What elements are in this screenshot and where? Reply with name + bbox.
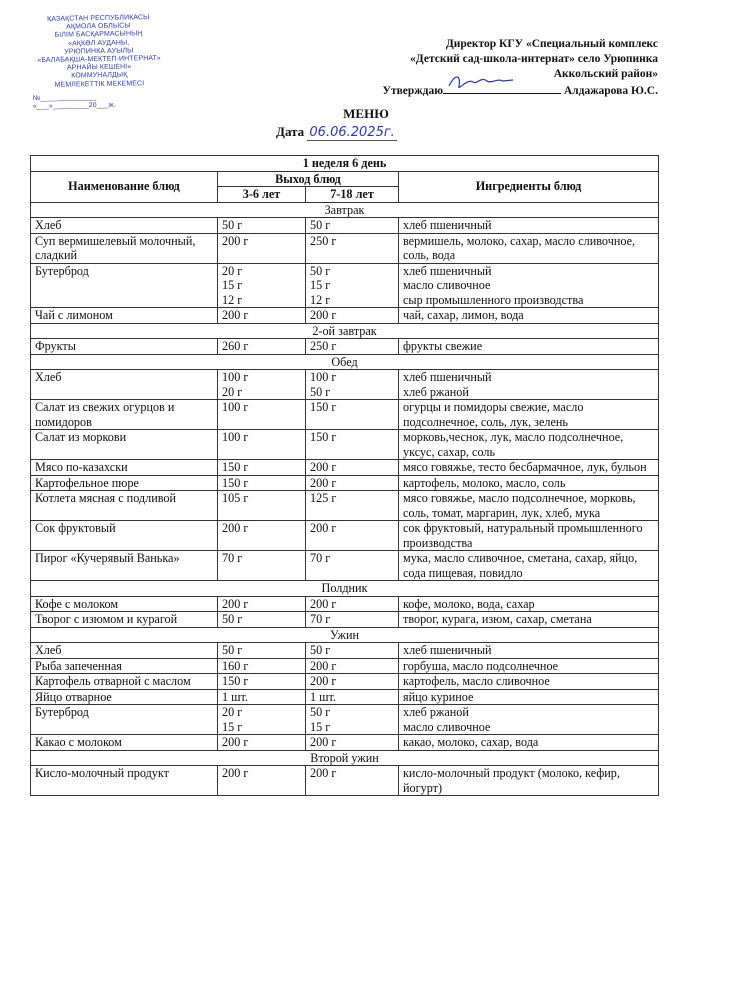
- ingredients-line: сок фруктовый, натуральный промышленного производства: [403, 521, 643, 550]
- portion-7-18-line: 150 г: [310, 430, 337, 444]
- table-row: [31, 491, 659, 521]
- stamp-line: «АҚКӨЛ АУДАНЫ,: [68, 39, 130, 48]
- table-row: [31, 612, 659, 628]
- stamp-line: «БАЛАБАҚША-МЕКТЕП-ИНТЕРНАТ»: [37, 54, 161, 65]
- portion-3-6-line: 200 г: [222, 233, 249, 248]
- dish-name: Сок фруктовый: [31, 521, 218, 551]
- portion-7-18: [306, 658, 399, 674]
- portion-7-18: [306, 643, 399, 659]
- portion-3-6-line: 100 г: [222, 430, 249, 444]
- dish-name: Кофе с молоком: [31, 596, 218, 612]
- stamp-line: МЕМЛЕКЕТТІК МЕКЕМЕСІ: [54, 79, 145, 89]
- approval-line-2: «Детский сад-школа-интернат» село Урюпинка: [410, 53, 658, 65]
- portion-3-6: [218, 705, 306, 735]
- portion-3-6: [218, 218, 306, 234]
- menu-table: [30, 155, 659, 796]
- dish-name: Мясо по-казахски: [31, 460, 218, 476]
- table-row: [31, 643, 659, 659]
- table-row: [31, 233, 659, 263]
- portion-7-18-line: 70 г: [310, 612, 331, 626]
- portion-7-18-line: 50 г: [310, 263, 331, 278]
- portion-3-6-line: 200 г: [222, 766, 249, 780]
- ingredients-line: огурцы и помидоры свежие, масло подсолнечное, соль, лук, зелень: [403, 400, 584, 429]
- ingredients-line: сыр промышленного производства: [403, 292, 584, 307]
- ingredients-line: кисло-молочный продукт (молоко, кефир, йогурт): [403, 766, 620, 795]
- section-row: [31, 202, 659, 218]
- table-row: [31, 263, 659, 308]
- portion-7-18: [306, 596, 399, 612]
- portion-7-18: [306, 370, 399, 400]
- section-row: [31, 750, 659, 766]
- portion-7-18: [306, 689, 399, 705]
- portion-3-6: [218, 596, 306, 612]
- dish-name: Бутерброд: [31, 705, 218, 735]
- ingredients-line: масло сливочное: [403, 719, 491, 734]
- table-row: [31, 596, 659, 612]
- ingredients-line: хлеб пшеничный: [403, 218, 492, 232]
- ingredients: [399, 308, 659, 324]
- portion-7-18: [306, 491, 399, 521]
- portion-7-18: [306, 766, 399, 796]
- stamp-text: [29, 14, 168, 90]
- table-row: [31, 218, 659, 234]
- dish-name: Фрукты: [31, 339, 218, 355]
- ingredients: [399, 689, 659, 705]
- section-row: [31, 581, 659, 597]
- dish-name: Салат из моркови: [31, 430, 218, 460]
- portion-3-6-line: 15 г: [222, 278, 243, 292]
- table-row: [31, 551, 659, 581]
- table-row: [31, 689, 659, 705]
- section-title: 2-ой завтрак: [31, 323, 659, 339]
- portion-3-6-line: 105 г: [222, 491, 249, 505]
- portion-3-6: [218, 475, 306, 491]
- portion-3-6-line: 70 г: [222, 551, 243, 565]
- portion-7-18-line: 200 г: [310, 735, 337, 749]
- column-header-age-7-18: 7-18 лет: [306, 187, 399, 203]
- dish-name: Картофельное пюре: [31, 475, 218, 491]
- portion-7-18-line: 200 г: [310, 521, 337, 535]
- portion-3-6-line: 150 г: [222, 674, 249, 688]
- portion-7-18-line: 250 г: [310, 233, 337, 248]
- ingredients: [399, 766, 659, 796]
- portion-7-18: [306, 400, 399, 430]
- dish-name: Котлета мясная с подливой: [31, 491, 218, 521]
- ingredients-line: яйцо куриное: [403, 689, 474, 704]
- table-row: [31, 339, 659, 355]
- portion-3-6-line: 12 г: [222, 292, 243, 307]
- portion-7-18: [306, 705, 399, 735]
- table-row: [31, 658, 659, 674]
- ingredients: [399, 491, 659, 521]
- ingredients: [399, 400, 659, 430]
- approval-sign-line: [328, 82, 658, 99]
- ingredients: [399, 370, 659, 400]
- portion-3-6: [218, 551, 306, 581]
- stamp-line: ҚАЗАҚСТАН РЕСПУБЛИКАСЫ: [47, 14, 150, 23]
- date-value: 06.06.2025г.: [309, 125, 395, 140]
- stamp-line: АҚМОЛА ОБЛЫСЫ: [66, 22, 131, 31]
- portion-7-18-line: 50 г: [310, 218, 331, 232]
- portion-3-6: [218, 643, 306, 659]
- portion-3-6: [218, 400, 306, 430]
- dish-name: Яйцо отварное: [31, 689, 218, 705]
- portion-7-18-line: 200 г: [310, 460, 337, 474]
- portion-3-6: [218, 263, 306, 308]
- portion-3-6: [218, 521, 306, 551]
- portion-3-6: [218, 735, 306, 751]
- date-line: [276, 124, 397, 140]
- ingredients: [399, 233, 659, 263]
- stamp-line: БІЛІМ БАСҚАРМАСЫНЫҢ: [54, 30, 143, 40]
- approve-label: Утверждаю: [382, 85, 443, 97]
- portion-7-18-line: 200 г: [310, 308, 337, 322]
- portion-7-18-line: 12 г: [310, 292, 331, 307]
- page-title: МЕНЮ: [343, 106, 389, 121]
- portion-3-6: [218, 689, 306, 705]
- section-title: Ужин: [31, 627, 659, 643]
- section-title: Полдник: [31, 581, 659, 597]
- portion-7-18-line: 250 г: [310, 339, 337, 353]
- portion-3-6: [218, 233, 306, 263]
- ingredients: [399, 674, 659, 690]
- ingredients-line: мясо говяжье, тесто бесбармачное, лук, бульон: [403, 460, 647, 474]
- dish-name: Пирог «Кучерявый Ванька»: [31, 551, 218, 581]
- approval-line-1: Директор КГУ «Специальный комплекс: [445, 38, 658, 50]
- portion-7-18: [306, 460, 399, 476]
- dish-name: Суп вермишелевый молочный, сладкий: [31, 233, 218, 263]
- portion-3-6-line: 150 г: [222, 475, 249, 490]
- portion-7-18-line: 50 г: [310, 705, 331, 719]
- ingredients-line: фрукты свежие: [403, 339, 483, 353]
- column-header-age-3-6: 3-6 лет: [218, 187, 306, 203]
- portion-3-6-line: 150 г: [222, 460, 249, 474]
- ingredients-line: какао, молоко, сахар, вода: [403, 735, 539, 749]
- ingredients: [399, 612, 659, 628]
- portion-3-6-line: 100 г: [222, 370, 249, 384]
- portion-3-6: [218, 370, 306, 400]
- ingredients-line: хлеб пшеничный: [403, 370, 492, 384]
- column-header-output: Выход блюд: [218, 171, 399, 187]
- ingredients: [399, 596, 659, 612]
- portion-7-18: [306, 218, 399, 234]
- portion-3-6: [218, 766, 306, 796]
- section-row: [31, 627, 659, 643]
- portion-7-18: [306, 735, 399, 751]
- ingredients: [399, 735, 659, 751]
- dish-name: Хлеб: [31, 218, 218, 234]
- signature: [443, 82, 561, 94]
- portion-7-18-line: 15 г: [310, 278, 331, 292]
- portion-7-18: [306, 308, 399, 324]
- column-header-name: Наименование блюд: [31, 171, 218, 202]
- portion-3-6: [218, 460, 306, 476]
- ingredients: [399, 551, 659, 581]
- portion-3-6-line: 200 г: [222, 521, 249, 535]
- section-title: Завтрак: [31, 202, 659, 218]
- dish-name: Чай с лимоном: [31, 308, 218, 324]
- table-row: [31, 674, 659, 690]
- dish-name: Картофель отварной с маслом: [31, 674, 218, 690]
- official-stamp: [29, 14, 169, 111]
- table-row: [31, 460, 659, 476]
- portion-3-6-line: 260 г: [222, 339, 249, 353]
- dish-name: Кисло-молочный продукт: [31, 766, 218, 796]
- approval-line-3: Аккольский район»: [553, 68, 658, 80]
- menu-body: [31, 202, 659, 796]
- table-row: [31, 705, 659, 735]
- portion-7-18-line: 200 г: [310, 674, 337, 688]
- ingredients-line: хлеб ржаной: [403, 384, 469, 399]
- stamp-line: УРЮПИНКА АУЫЛЫ: [64, 47, 134, 56]
- dish-name: Рыба запеченная: [31, 658, 218, 674]
- approval-block: [328, 37, 658, 99]
- ingredients-line: мука, масло сливочное, сметана, сахар, яйцо, сода пищевая, повидло: [403, 551, 638, 580]
- ingredients-line: горбуша, масло подсолнечное: [403, 658, 559, 673]
- portion-3-6-line: 100 г: [222, 400, 249, 414]
- ingredients-line: чай, сахар, лимон, вода: [403, 308, 524, 322]
- ingredients: [399, 339, 659, 355]
- portion-3-6-line: 15 г: [222, 719, 243, 734]
- section-row: [31, 354, 659, 370]
- table-row: [31, 308, 659, 324]
- portion-7-18-line: 100 г: [310, 370, 337, 384]
- portion-3-6-line: 50 г: [222, 612, 243, 626]
- ingredients: [399, 521, 659, 551]
- table-row: [31, 475, 659, 491]
- ingredients: [399, 460, 659, 476]
- portion-3-6-line: 200 г: [222, 735, 249, 749]
- portion-7-18: [306, 430, 399, 460]
- section-title: Второй ужин: [31, 750, 659, 766]
- portion-3-6-line: 160 г: [222, 658, 249, 673]
- portion-3-6: [218, 612, 306, 628]
- portion-3-6: [218, 491, 306, 521]
- ingredients-line: картофель, масло сливочное: [403, 674, 550, 688]
- ingredients: [399, 705, 659, 735]
- portion-7-18-line: 150 г: [310, 400, 337, 414]
- portion-7-18: [306, 521, 399, 551]
- portion-3-6: [218, 339, 306, 355]
- portion-7-18: [306, 475, 399, 491]
- portion-7-18-line: 125 г: [310, 491, 337, 505]
- ingredients-line: картофель, молоко, масло, соль: [403, 475, 566, 490]
- portion-7-18-line: 15 г: [310, 719, 331, 734]
- dish-name: Хлеб: [31, 370, 218, 400]
- ingredients-line: морковь,чеснок, лук, масло подсолнечное, уксус, сахар, соль: [403, 430, 624, 459]
- dish-name: Хлеб: [31, 643, 218, 659]
- portion-7-18: [306, 263, 399, 308]
- portion-3-6-line: 200 г: [222, 596, 249, 611]
- portion-3-6: [218, 674, 306, 690]
- portion-7-18-line: 200 г: [310, 766, 337, 780]
- ingredients: [399, 475, 659, 491]
- stamp-line: КОММУНАЛДЫҚ: [71, 71, 128, 80]
- portion-7-18: [306, 233, 399, 263]
- stamp-line: АРНАЙЫ КЕШЕНІ»: [66, 63, 132, 72]
- portion-7-18-line: 1 шт.: [310, 689, 336, 704]
- portion-3-6-line: 50 г: [222, 218, 243, 232]
- table-row: [31, 521, 659, 551]
- approver-name: Алдажарова Ю.С.: [563, 85, 658, 97]
- table-row: [31, 400, 659, 430]
- stamp-number-line: №______________: [32, 93, 97, 102]
- portion-7-18-line: 200 г: [310, 658, 337, 673]
- ingredients-line: хлеб пшеничный: [403, 263, 492, 278]
- dish-name: Салат из свежих огурцов и помидоров: [31, 400, 218, 430]
- ingredients-line: масло сливочное: [403, 278, 491, 292]
- portion-3-6: [218, 430, 306, 460]
- portion-3-6: [218, 658, 306, 674]
- portion-7-18: [306, 674, 399, 690]
- section-row: [31, 323, 659, 339]
- portion-3-6-line: 1 шт.: [222, 689, 248, 704]
- portion-3-6-line: 20 г: [222, 384, 243, 399]
- portion-7-18: [306, 339, 399, 355]
- table-row: [31, 735, 659, 751]
- portion-7-18-line: 200 г: [310, 475, 337, 490]
- ingredients-line: вермишель, молоко, сахар, масло сливочное, соль, вода: [403, 233, 636, 262]
- ingredients: [399, 658, 659, 674]
- ingredients-line: хлеб ржаной: [403, 705, 469, 719]
- ingredients-line: кофе, молоко, вода, сахар: [403, 596, 535, 611]
- ingredients-line: хлеб пшеничный: [403, 643, 492, 657]
- ingredients-line: мясо говяжье, масло подсолнечное, морковь, соль, томат, маргарин, лук, хлеб, мука: [403, 491, 636, 520]
- ingredients: [399, 430, 659, 460]
- ingredients-line: творог, курага, изюм, сахар, сметана: [403, 612, 592, 626]
- portion-7-18: [306, 612, 399, 628]
- portion-7-18-line: 70 г: [310, 551, 331, 565]
- dish-name: Творог с изюмом и курагой: [31, 612, 218, 628]
- week-header: 1 неделя 6 день: [31, 156, 659, 172]
- date-label: Дата: [276, 124, 305, 139]
- portion-3-6-line: 50 г: [222, 643, 243, 657]
- ingredients: [399, 218, 659, 234]
- ingredients: [399, 643, 659, 659]
- dish-name: Бутерброд: [31, 263, 218, 308]
- table-row: [31, 430, 659, 460]
- portion-7-18-line: 50 г: [310, 643, 331, 657]
- section-title: Обед: [31, 354, 659, 370]
- column-header-ingredients: Ингредиенты блюд: [399, 171, 659, 202]
- portion-3-6: [218, 308, 306, 324]
- dish-name: Какао с молоком: [31, 735, 218, 751]
- portion-7-18-line: 200 г: [310, 596, 337, 611]
- table-row: [31, 370, 659, 400]
- portion-3-6-line: 20 г: [222, 263, 243, 278]
- stamp-date-line: «___»_________20___ж.: [32, 101, 116, 111]
- portion-7-18: [306, 551, 399, 581]
- portion-3-6-line: 200 г: [222, 308, 249, 322]
- portion-3-6-line: 20 г: [222, 705, 243, 719]
- portion-7-18-line: 50 г: [310, 384, 331, 399]
- ingredients: [399, 263, 659, 308]
- table-row: [31, 766, 659, 796]
